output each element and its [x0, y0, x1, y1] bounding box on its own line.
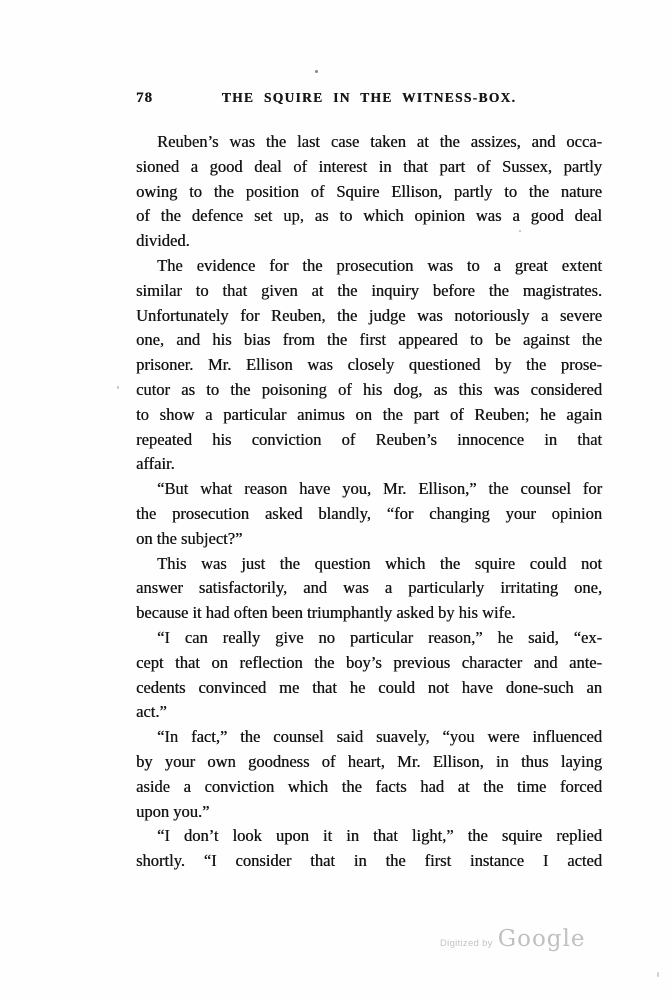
scan-speck — [117, 386, 119, 389]
scan-speck — [315, 70, 318, 73]
paragraph — [136, 824, 602, 874]
text-line: prisoner. Mr. Ellison was closely questioned by the prose- — [136, 355, 602, 375]
text-line: “In fact,” the counsel said suavely, “you were influenced — [157, 727, 602, 747]
page-header — [136, 90, 602, 112]
text-line: divided. — [136, 231, 190, 251]
text-line: to show a particular animus on the part of Reuben; he again — [136, 404, 602, 424]
text-line: of the defence set up, as to which opinion was a good deal — [136, 206, 602, 226]
watermark — [440, 926, 585, 952]
text-line: This was just the question which the squire could not — [157, 553, 602, 573]
google-logo: Google — [497, 926, 586, 952]
text-line: “I can really give no particular reason,” he said, “ex- — [157, 627, 602, 647]
running-header: THE SQUIRE IN THE WITNESS-BOX. — [221, 90, 517, 105]
text-body — [136, 130, 602, 874]
paragraph — [136, 626, 602, 725]
page-number: 78 — [136, 90, 153, 106]
text-line: one, and his bias from the first appeared to be against the — [136, 330, 602, 350]
text-line: owing to the position of Squire Ellison, partly to the nature — [136, 181, 602, 201]
text-line: cept that on reflection the boy’s previous character and ante- — [136, 652, 602, 672]
text-line: shortly. “I consider that in the first instance I acted — [136, 851, 602, 871]
paragraph — [136, 552, 602, 626]
text-line: sioned a good deal of interest in that part of Sussex, partly — [136, 156, 602, 176]
paragraph — [136, 725, 602, 824]
text-line: “But what reason have you, Mr. Ellison,” the counsel for — [157, 479, 602, 499]
text-line: similar to that given at the inquiry before the magistrates. — [136, 280, 602, 300]
text-line: repeated his conviction of Reuben’s innocence in that — [136, 429, 602, 449]
watermark-prefix: Digitized by — [440, 938, 493, 949]
paragraph — [136, 254, 602, 477]
scan-speck — [657, 972, 659, 977]
text-line: affair. — [136, 454, 175, 474]
text-line: because it had often been triumphantly asked by his wife. — [136, 603, 516, 623]
text-line: upon you.” — [136, 801, 210, 821]
text-line: the prosecution asked blandly, “for changing your opinion — [136, 503, 602, 523]
text-line: The evidence for the prosecution was to a great extent — [157, 255, 602, 275]
text-line: act.” — [136, 702, 167, 722]
text-line: Reuben’s was the last case taken at the assizes, and occa- — [157, 132, 602, 151]
paragraph — [136, 130, 602, 254]
text-line: by your own goodness of heart, Mr. Ellison, in thus laying — [136, 751, 602, 771]
text-line: “I don’t look upon it in that light,” the squire replied — [157, 826, 602, 846]
text-line: aside a conviction which the facts had at the time forced — [136, 776, 602, 796]
scan-speck — [519, 230, 521, 232]
text-line: on the subject?” — [136, 528, 243, 548]
text-line: cutor as to the poisoning of his dog, as this was considered — [136, 379, 602, 399]
paragraph — [136, 477, 602, 551]
text-line: Unfortunately for Reuben, the judge was notoriously a severe — [136, 305, 602, 325]
text-line: answer satisfactorily, and was a particularly irritating one, — [136, 578, 602, 598]
text-line: cedents convinced me that he could not have done-such an — [136, 677, 602, 697]
